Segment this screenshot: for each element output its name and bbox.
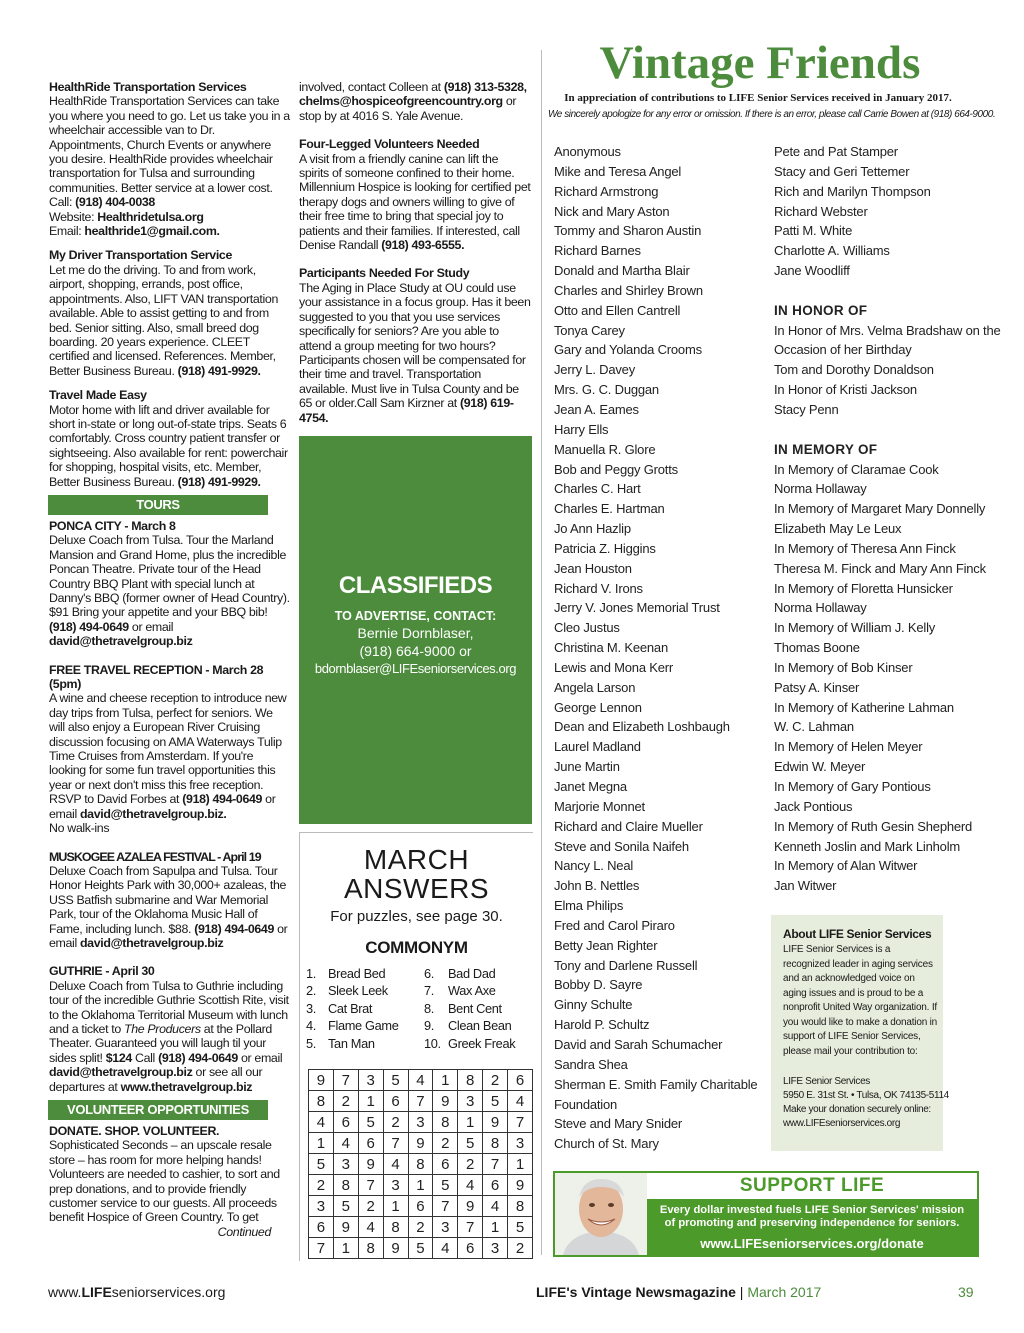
donor-name: Steve and Sonila Naifeh: [554, 838, 689, 854]
about-title: About LIFE Senior Services: [783, 927, 932, 941]
travel-phone: (918) 491-9929.: [177, 474, 261, 489]
or-email-text: or email: [49, 921, 288, 950]
donor-name: Mrs. G. C. Duggan: [554, 382, 659, 398]
classifieds-box: [299, 436, 532, 824]
commonym-item: 7. Wax Axe: [424, 983, 496, 999]
fourlegged-phone: (918) 493-6555.: [381, 238, 465, 253]
honor-entry: Stacy Penn: [774, 401, 839, 417]
donor-name: Harry Ells: [554, 421, 609, 437]
honor-entry: Tom and Dorothy Donaldson: [774, 362, 934, 378]
guthrie-email[interactable]: david@thetravelgroup.biz: [49, 1065, 193, 1080]
sudoku-cell: 5: [408, 1238, 433, 1259]
sudoku-cell: 4: [508, 1091, 533, 1112]
donor-name: Donald and Martha Blair: [554, 263, 690, 279]
sudoku-cell: 6: [433, 1154, 458, 1175]
colleen-email[interactable]: chelms@hospiceofgreencountry.org: [299, 94, 503, 109]
muskogee-body: Deluxe Coach from Sapulpa and Tulsa. Tour Honor Heights Park with 30,000+ azaleas, the USS Batfish submarine and War Memorial Park, tour of the Oklahoma Music Hall of Fame, including lunch. $88.: [49, 863, 287, 936]
sudoku-cell: 2: [483, 1070, 508, 1091]
answers-subtitle: For puzzles, see page 30.: [330, 908, 503, 925]
donor-name: Laurel Madland: [554, 739, 641, 755]
sudoku-cell: 2: [309, 1175, 334, 1196]
donor-name: Jerry V. Jones Memorial Trust: [554, 600, 720, 616]
donor-name: Janet Megna: [554, 779, 627, 794]
or-email-text: or email: [49, 792, 276, 821]
ponca-phone: (918) 494-0649: [49, 619, 129, 634]
donor-name: Richard V. Irons: [554, 580, 643, 596]
sudoku-cell: 9: [358, 1154, 383, 1175]
sudoku-row: [309, 1238, 533, 1259]
mydriver-title: My Driver Transportation Service: [49, 248, 232, 263]
donor-name: Christina M. Keenan: [554, 640, 668, 656]
donor-name: Marjorie Monnet: [554, 798, 645, 814]
donor-name: Anonymous: [554, 144, 621, 159]
sudoku-cell: 5: [433, 1175, 458, 1196]
memory-entry: Patsy A. Kinser: [774, 679, 860, 695]
donor-name: Sherman E. Smith Family Charitable: [554, 1076, 758, 1092]
memory-entry: In Memory of Claramae Cook: [774, 461, 939, 477]
or-email-text: or email: [237, 1050, 283, 1065]
sudoku-cell: 9: [309, 1070, 334, 1091]
sudoku-cell: 2: [383, 1112, 408, 1133]
footer-separator: |: [735, 1284, 748, 1300]
call-label: Call:: [49, 195, 76, 210]
sudoku-cell: 7: [508, 1112, 533, 1133]
sudoku-cell: 9: [433, 1091, 458, 1112]
guthrie-call: Call: [131, 1050, 159, 1065]
donor-name: Rich and Marilyn Thompson: [774, 183, 931, 199]
sudoku-cell: 8: [309, 1091, 334, 1112]
travel-body: Motor home with lift and driver available for short in-state or long out-of-state trips. Seats 6 comfortably. Cross country patient transfer or sightseeing. Also available for rent: powerchair for shopping, hospital visits, etc. Member, Better Business Bureau.: [49, 402, 288, 489]
sudoku-cell: 3: [383, 1175, 408, 1196]
email-label: Email:: [49, 224, 85, 239]
sudoku-cell: 5: [458, 1133, 483, 1154]
magazine-name: LIFE's Vintage Newsmagazine: [536, 1284, 736, 1300]
sudoku-cell: 6: [383, 1091, 408, 1112]
reception-title: FREE TRAVEL RECEPTION - March 28 (5pm): [49, 662, 264, 692]
honor-entry: Occasion of her Birthday: [774, 342, 912, 358]
healthride-email[interactable]: healthride1@gmail.com.: [84, 224, 220, 239]
donor-name: Steve and Mary Snider: [554, 1116, 683, 1132]
sudoku-row: [309, 1133, 533, 1154]
donor-name: Angela Larson: [554, 679, 636, 695]
donor-name: Mike and Teresa Angel: [554, 163, 682, 179]
muskogee-phone: (918) 494-0649: [194, 921, 275, 936]
sudoku-row: [309, 1196, 533, 1217]
sudoku-cell: 8: [483, 1133, 508, 1154]
commonym-item: 6. Bad Dad: [424, 966, 496, 981]
sudoku-cell: 9: [383, 1238, 408, 1259]
sudoku-cell: 8: [408, 1154, 433, 1175]
memory-entry: In Memory of Margaret Mary Donnelly: [774, 501, 986, 517]
senior-portrait: [555, 1173, 647, 1255]
guthrie-body-a: Deluxe Coach from Tulsa to Guthrie including tour of the incredible Guthrie Scottish Rite, visit to the Oklahoma Territorial Museum with lunch and a ticket to: [49, 978, 289, 1036]
donor-name: Jean A. Eames: [554, 401, 639, 417]
guthrie-see-all: or see all our departures at: [49, 1065, 263, 1094]
reception-email[interactable]: david@thetravelgroup.biz.: [79, 806, 227, 821]
muskogee-title: MUSKOGEE AZALEA FESTIVAL - April 19: [49, 849, 261, 864]
memory-entry: In Memory of Bob Kinser: [774, 659, 913, 675]
sudoku-cell: 5: [358, 1112, 383, 1133]
sudoku-cell: 8: [433, 1112, 458, 1133]
sudoku-cell: 3: [433, 1217, 458, 1238]
advertise-label: TO ADVERTISE, CONTACT:: [334, 609, 497, 623]
donor-name: Richard Webster: [774, 203, 868, 219]
sudoku-cell: 6: [483, 1175, 508, 1196]
sudoku-cell: 4: [309, 1112, 334, 1133]
donor-name: Charles and Shirley Brown: [554, 282, 703, 298]
commonym-col-right: [424, 965, 534, 1052]
donor-name: Charlotte A. Williams: [774, 243, 890, 259]
memory-entry: Jan Witwer: [774, 878, 837, 894]
donor-name: George Lennon: [554, 699, 642, 715]
donor-name: David and Sarah Schumacher: [554, 1036, 723, 1052]
sudoku-row: [309, 1070, 533, 1091]
donor-name: Patti M. White: [774, 223, 853, 239]
donor-name: Pete and Pat Stamper: [774, 144, 898, 159]
memory-entry: Edwin W. Meyer: [774, 759, 866, 775]
cont-tail: or stop by at 4016 S. Yale Avenue.: [299, 94, 517, 123]
sudoku-cell: 4: [483, 1196, 508, 1217]
sudoku-cell: 2: [433, 1133, 458, 1154]
classifieds-title: CLASSIFIEDS: [338, 572, 493, 599]
sudoku-cell: 5: [383, 1070, 408, 1091]
ponca-body: Deluxe Coach from Tulsa. Tour the Marland Mansion and Grand Home, plus the incredible Poncan Theatre. Private tour of the Head Country BBQ Plant with special lunch at Danny's BBQ (former owner of Head Country). $91 Bring your appetite and your BBQ bib!: [49, 533, 290, 620]
sudoku-cell: 7: [309, 1238, 334, 1259]
memory-entry: Kenneth Joslin and Mark Linholm: [774, 838, 961, 854]
donor-name: Jean Houston: [554, 560, 632, 576]
donate-body: Sophisticated Seconds – an upscale resale store – has room for more helping hands! Volunteers are needed to cashier, to sort and prep donations, and to provide friendly customer service to our guests. All proceeds benefit Hospice of Green Country. To get: [49, 1138, 280, 1225]
sudoku-cell: 6: [333, 1112, 358, 1133]
sudoku-cell: 1: [333, 1238, 358, 1259]
healthride-body: HealthRide Transportation Services can take you where you need to go. Let us take you in a wheelchair accessible van to Dr. Appointments, Church Events or anywhere you desire. HealthRide provides wheelchair transportation for Tulsa and surrounding communities. Better service at a lower cost.: [49, 94, 290, 195]
column-2: [299, 80, 531, 425]
support-line-1: Every dollar invested fuels LIFE Senior Services' mission: [659, 1204, 965, 1216]
commonym-item: 5. Tan Man: [306, 1035, 375, 1051]
vintage-title: Vintage Friends: [599, 37, 921, 89]
sudoku-cell: 7: [433, 1196, 458, 1217]
column-divider: [541, 50, 542, 1255]
sudoku-row: [309, 1154, 533, 1175]
guthrie-title: GUTHRIE - April 30: [49, 964, 155, 979]
donor-name: Otto and Ellen Cantrell: [554, 302, 681, 318]
sudoku-cell: 3: [309, 1196, 334, 1217]
donor-name: Richard Armstrong: [554, 183, 659, 199]
donor-name: Tonya Carey: [554, 322, 625, 338]
sudoku-cell: 4: [383, 1154, 408, 1175]
sudoku-cell: 4: [333, 1133, 358, 1154]
sudoku-cell: 8: [358, 1238, 383, 1259]
sudoku-cell: 9: [408, 1133, 433, 1154]
about-site[interactable]: www.LIFEseniorservices.org: [783, 1118, 901, 1129]
sudoku-cell: 2: [408, 1217, 433, 1238]
ponca-title: PONCA CITY - March 8: [49, 518, 176, 533]
about-address: 5950 E. 31st St. • Tulsa, OK 74135-5114: [783, 1090, 949, 1101]
donor-name: Elma Philips: [554, 898, 624, 914]
sudoku-cell: 8: [508, 1196, 533, 1217]
memory-heading: IN MEMORY OF: [774, 441, 878, 457]
donor-name: Charles E. Hartman: [554, 501, 665, 517]
muskogee-email[interactable]: david@thetravelgroup.biz: [79, 935, 224, 950]
memory-entry: Norma Hollaway: [774, 481, 867, 497]
memory-entry: In Memory of Gary Pontious: [774, 779, 931, 794]
travel-title: Travel Made Easy: [49, 388, 147, 403]
support-title: SUPPORT LIFE: [739, 1175, 885, 1196]
donor-name: Harold P. Schultz: [554, 1017, 650, 1033]
column-1: [49, 80, 291, 1239]
donor-names-right: [774, 142, 1004, 281]
sudoku-row: [309, 1175, 533, 1196]
or-email-text: or email: [128, 619, 174, 634]
reception-tail: No walk-ins: [49, 821, 110, 836]
sudoku-cell: 4: [433, 1238, 458, 1259]
healthride-website[interactable]: Healthridetulsa.org: [97, 209, 204, 224]
commonym-item: 3. Cat Brat: [306, 1000, 373, 1016]
sudoku-cell: 7: [358, 1175, 383, 1196]
donor-name: Cleo Justus: [554, 620, 620, 636]
honor-entry: In Honor of Mrs. Velma Bradshaw on the: [774, 322, 1001, 338]
donor-name: Charles C. Hart: [554, 481, 641, 497]
memory-entry: In Memory of William J. Kelly: [774, 620, 936, 636]
memory-entry: In Memory of Theresa Ann Finck: [774, 540, 956, 556]
sudoku-cell: 7: [458, 1217, 483, 1238]
memory-entry: Elizabeth May Le Leux: [774, 521, 902, 537]
donor-name: Tommy and Sharon Austin: [554, 223, 702, 239]
support-banner[interactable]: [553, 1171, 979, 1257]
donor-name: John B. Nettles: [554, 878, 640, 894]
donor-name: Foundation: [554, 1096, 618, 1112]
tours-bar: TOURS: [48, 495, 268, 515]
study-title: Participants Needed For Study: [299, 266, 470, 281]
sudoku-cell: 7: [483, 1154, 508, 1175]
sudoku-cell: 5: [483, 1091, 508, 1112]
donor-name: Patricia Z. Higgins: [554, 540, 656, 556]
donor-name: Dean and Elizabeth Loshbaugh: [554, 719, 730, 735]
donor-name: Sandra Shea: [554, 1056, 628, 1072]
footer-magazine: [536, 1284, 821, 1300]
answers-title-1: MARCH: [363, 844, 470, 875]
donor-name: Tony and Darlene Russell: [554, 957, 698, 973]
sudoku-cell: 1: [383, 1196, 408, 1217]
donor-name: Richard Barnes: [554, 243, 641, 259]
sudoku-cell: 5: [508, 1217, 533, 1238]
sudoku-row: [309, 1112, 533, 1133]
donor-name: Manuella R. Glore: [554, 441, 656, 457]
donor-name: Nancy L. Neal: [554, 858, 634, 874]
sudoku-cell: 4: [358, 1217, 383, 1238]
sudoku-cell: 8: [458, 1070, 483, 1091]
about-box: [771, 915, 949, 1151]
sudoku-cell: 1: [508, 1154, 533, 1175]
fourlegged-title: Four-Legged Volunteers Needed: [299, 137, 480, 152]
sudoku-row: [309, 1091, 533, 1112]
about-online: Make your donation securely online:: [783, 1104, 931, 1115]
support-url[interactable]: www.LIFEseniorservices.org/donate: [700, 1236, 924, 1251]
donor-name: Bobby D. Sayre: [554, 977, 643, 993]
sudoku-cell: 6: [458, 1238, 483, 1259]
memory-entry: In Memory of Katherine Lahman: [774, 699, 954, 715]
memory-entry: In Memory of Ruth Gesin Shepherd: [774, 818, 973, 834]
sudoku-cell: 1: [358, 1091, 383, 1112]
memory-entry: W. C. Lahman: [774, 719, 854, 735]
support-green-panel: [647, 1199, 977, 1255]
mydriver-body: Let me do the driving. To and from work, airport, shopping, errands, post office, appointments. Also, LIFT VAN transportation available. Able to assist getting to and from bed. Senior sitting. Also, small breed dog boarding. 20 years experience. CLEET certified and licensed. References. Member, Better Business Bureau.: [49, 262, 278, 378]
sudoku-cell: 1: [408, 1175, 433, 1196]
donor-name: Lewis and Mona Kerr: [554, 659, 674, 675]
website-label: Website:: [49, 209, 98, 224]
donor-list-left: [554, 142, 764, 1154]
sudoku-cell: 4: [408, 1070, 433, 1091]
answers-title-2: ANSWERS: [343, 873, 490, 904]
memory-entry: In Memory of Alan Witwer: [774, 858, 918, 874]
guthrie-show: The Producers: [124, 1021, 201, 1036]
donor-name: Church of St. Mary: [554, 1136, 659, 1152]
commonym-col-left: [306, 965, 416, 1052]
guthrie-price: $124: [105, 1050, 132, 1065]
issue-date: March 2017: [747, 1284, 822, 1300]
page-number: 39: [958, 1284, 974, 1300]
ponca-email[interactable]: david@thetravelgroup.biz: [49, 634, 193, 649]
sudoku-cell: 1: [309, 1133, 334, 1154]
classifieds-contact-name: Bernie Dornblaser,: [357, 625, 474, 641]
study-body: The Aging in Place Study at OU could use your assistance in a focus group. Has it been suggested to you that you use services specifically for seniors? Are you able to attend a group meeting for two hours? Participants chosen will be compensated for their time and travel. Transportation available. Must live in Tulsa County and be 65 or older.Call Sam Kirzner at: [299, 280, 531, 411]
donor-name: Stacy and Geri Tettemer: [774, 163, 910, 179]
sudoku-cell: 1: [483, 1217, 508, 1238]
sudoku-cell: 9: [333, 1217, 358, 1238]
sudoku-cell: 3: [483, 1238, 508, 1259]
fourlegged-body: A visit from a friendly canine can lift the spirits of someone confined to their home. Millennium Hospice is looking for certified pet therapy dogs and owners willing to give of their free time to bring that special joy to patients and their families. If interested, call Denise Randall: [299, 151, 531, 253]
donor-name: June Martin: [554, 759, 620, 775]
memory-entry: Thomas Boone: [774, 640, 860, 656]
commonym-title: COMMONYM: [365, 938, 468, 957]
sudoku-cell: 9: [458, 1196, 483, 1217]
commonym-item: 9. Clean Bean: [424, 1018, 512, 1034]
sudoku-cell: 3: [458, 1091, 483, 1112]
honor-list: [774, 321, 1004, 420]
commonym-item: 10. Greek Freak: [424, 1035, 516, 1051]
sudoku-grid: [308, 1069, 533, 1259]
guthrie-body-b: at the Pollard Theater. Guaranteed you will laugh til your sides split!: [49, 1021, 272, 1065]
sudoku-cell: 1: [433, 1070, 458, 1091]
sudoku-cell: 2: [358, 1196, 383, 1217]
donor-name: Betty Jean Righter: [554, 937, 658, 953]
colleen-phone: (918) 313-5328,: [443, 80, 527, 94]
donor-name: Fred and Carol Piraro: [554, 917, 675, 933]
about-org: LIFE Senior Services: [783, 1076, 870, 1087]
sudoku-cell: 2: [333, 1091, 358, 1112]
volunteer-bar: VOLUNTEER OPPORTUNITIES: [48, 1100, 268, 1120]
honor-entry: In Honor of Kristi Jackson: [774, 382, 917, 398]
donor-name: Jane Woodliff: [774, 263, 850, 279]
footer-site[interactable]: www.LIFEseniorservices.org: [48, 1284, 226, 1300]
donor-name: Jerry L. Davey: [554, 362, 636, 378]
continued-label: Continued: [217, 1224, 271, 1239]
memory-list: [774, 460, 1004, 897]
memory-entry: Norma Hollaway: [774, 600, 867, 616]
sudoku-cell: 7: [408, 1091, 433, 1112]
sudoku-cell: 5: [333, 1196, 358, 1217]
sudoku-cell: 4: [458, 1175, 483, 1196]
sudoku-cell: 3: [358, 1070, 383, 1091]
commonym-item: 4. Flame Game: [306, 1018, 399, 1034]
cont-lead: involved, contact Colleen at: [299, 80, 444, 94]
healthride-title: HealthRide Transportation Services: [49, 80, 247, 94]
sudoku-cell: 5: [309, 1154, 334, 1175]
donor-name: Jo Ann Hazlip: [554, 521, 631, 537]
sudoku-cell: 6: [508, 1070, 533, 1091]
vintage-apology: We sincerely apologize for any error or omission. If there is an error, please call Carrie Bowen at (918) 664-9000.: [548, 109, 996, 120]
memory-entry: In Memory of Helen Meyer: [774, 739, 923, 755]
sudoku-cell: 3: [508, 1133, 533, 1154]
donor-name: Gary and Yolanda Crooms: [554, 342, 702, 358]
guthrie-phone: (918) 494-0649: [158, 1050, 238, 1065]
sudoku-cell: 2: [508, 1238, 533, 1259]
sudoku-cell: 8: [383, 1217, 408, 1238]
donor-name: Richard and Claire Mueller: [554, 818, 703, 834]
sudoku-cell: 1: [458, 1112, 483, 1133]
sudoku-cell: 6: [309, 1217, 334, 1238]
about-body: LIFE Senior Services is a recognized leader in aging services and an acknowledged voice on aging issues and is proud to be a nonprofit United Way organization. If you would like to make a donation in support of LIFE Senior Services, please mail your contribution to:: [783, 944, 938, 1057]
honor-heading: IN HONOR OF: [774, 302, 868, 318]
donor-name: Ginny Schulte: [554, 997, 633, 1013]
reception-phone: (918) 494-0649: [182, 792, 263, 807]
support-line-2: of promoting and preserving independence for seniors.: [664, 1217, 960, 1229]
study-phone: (918) 619-4754.: [299, 396, 514, 425]
guthrie-site[interactable]: www.thetravelgroup.biz: [120, 1079, 253, 1094]
sudoku-cell: 9: [508, 1175, 533, 1196]
sudoku-cell: 7: [383, 1133, 408, 1154]
mydriver-phone: (918) 491-9929.: [177, 363, 261, 378]
healthride-phone: (918) 404-0038: [75, 195, 155, 210]
sudoku-cell: 9: [483, 1112, 508, 1133]
sudoku-cell: 2: [458, 1154, 483, 1175]
sudoku-cell: 3: [408, 1112, 433, 1133]
memory-entry: Jack Pontious: [774, 798, 853, 814]
donor-list-right: [774, 142, 1004, 896]
classifieds-email[interactable]: bdornblaser@LIFEseniorservices.org: [314, 661, 517, 676]
commonym-item: 2. Sleek Leek: [306, 983, 388, 999]
vintage-appreciation: In appreciation of contributions to LIFE Senior Services received in January 2017.: [564, 92, 952, 104]
donate-title: DONATE. SHOP. VOLUNTEER.: [49, 1124, 220, 1138]
commonym-item: 8. Bent Cent: [424, 1000, 502, 1016]
march-answers-box: [299, 832, 533, 1261]
commonym-item: 1. Bread Bed: [306, 966, 386, 981]
sudoku-cell: 6: [408, 1196, 433, 1217]
classifieds-phone: (918) 664-9000 or: [359, 643, 472, 659]
sudoku-cell: 3: [333, 1154, 358, 1175]
reception-body: A wine and cheese reception to introduce new day trips from Tulsa, perfect for seniors. We will also enjoy a European River Cruising discussion focusing on AMA Waterways Tulip Time Cruises from Amsterdam. If you're looking for some fun travel opportunities this year or next don't miss this free reception. RSVP to David Forbes at: [49, 691, 287, 807]
memory-entry: In Memory of Floretta Hunsicker: [774, 580, 953, 596]
donor-name: Bob and Peggy Grotts: [554, 461, 678, 477]
sudoku-row: [309, 1217, 533, 1238]
sudoku-cell: 7: [333, 1070, 358, 1091]
donor-name: Nick and Mary Aston: [554, 203, 670, 219]
sudoku-cell: 6: [358, 1133, 383, 1154]
memory-entry: Theresa M. Finck and Mary Ann Finck: [774, 560, 986, 576]
sudoku-cell: 8: [333, 1175, 358, 1196]
